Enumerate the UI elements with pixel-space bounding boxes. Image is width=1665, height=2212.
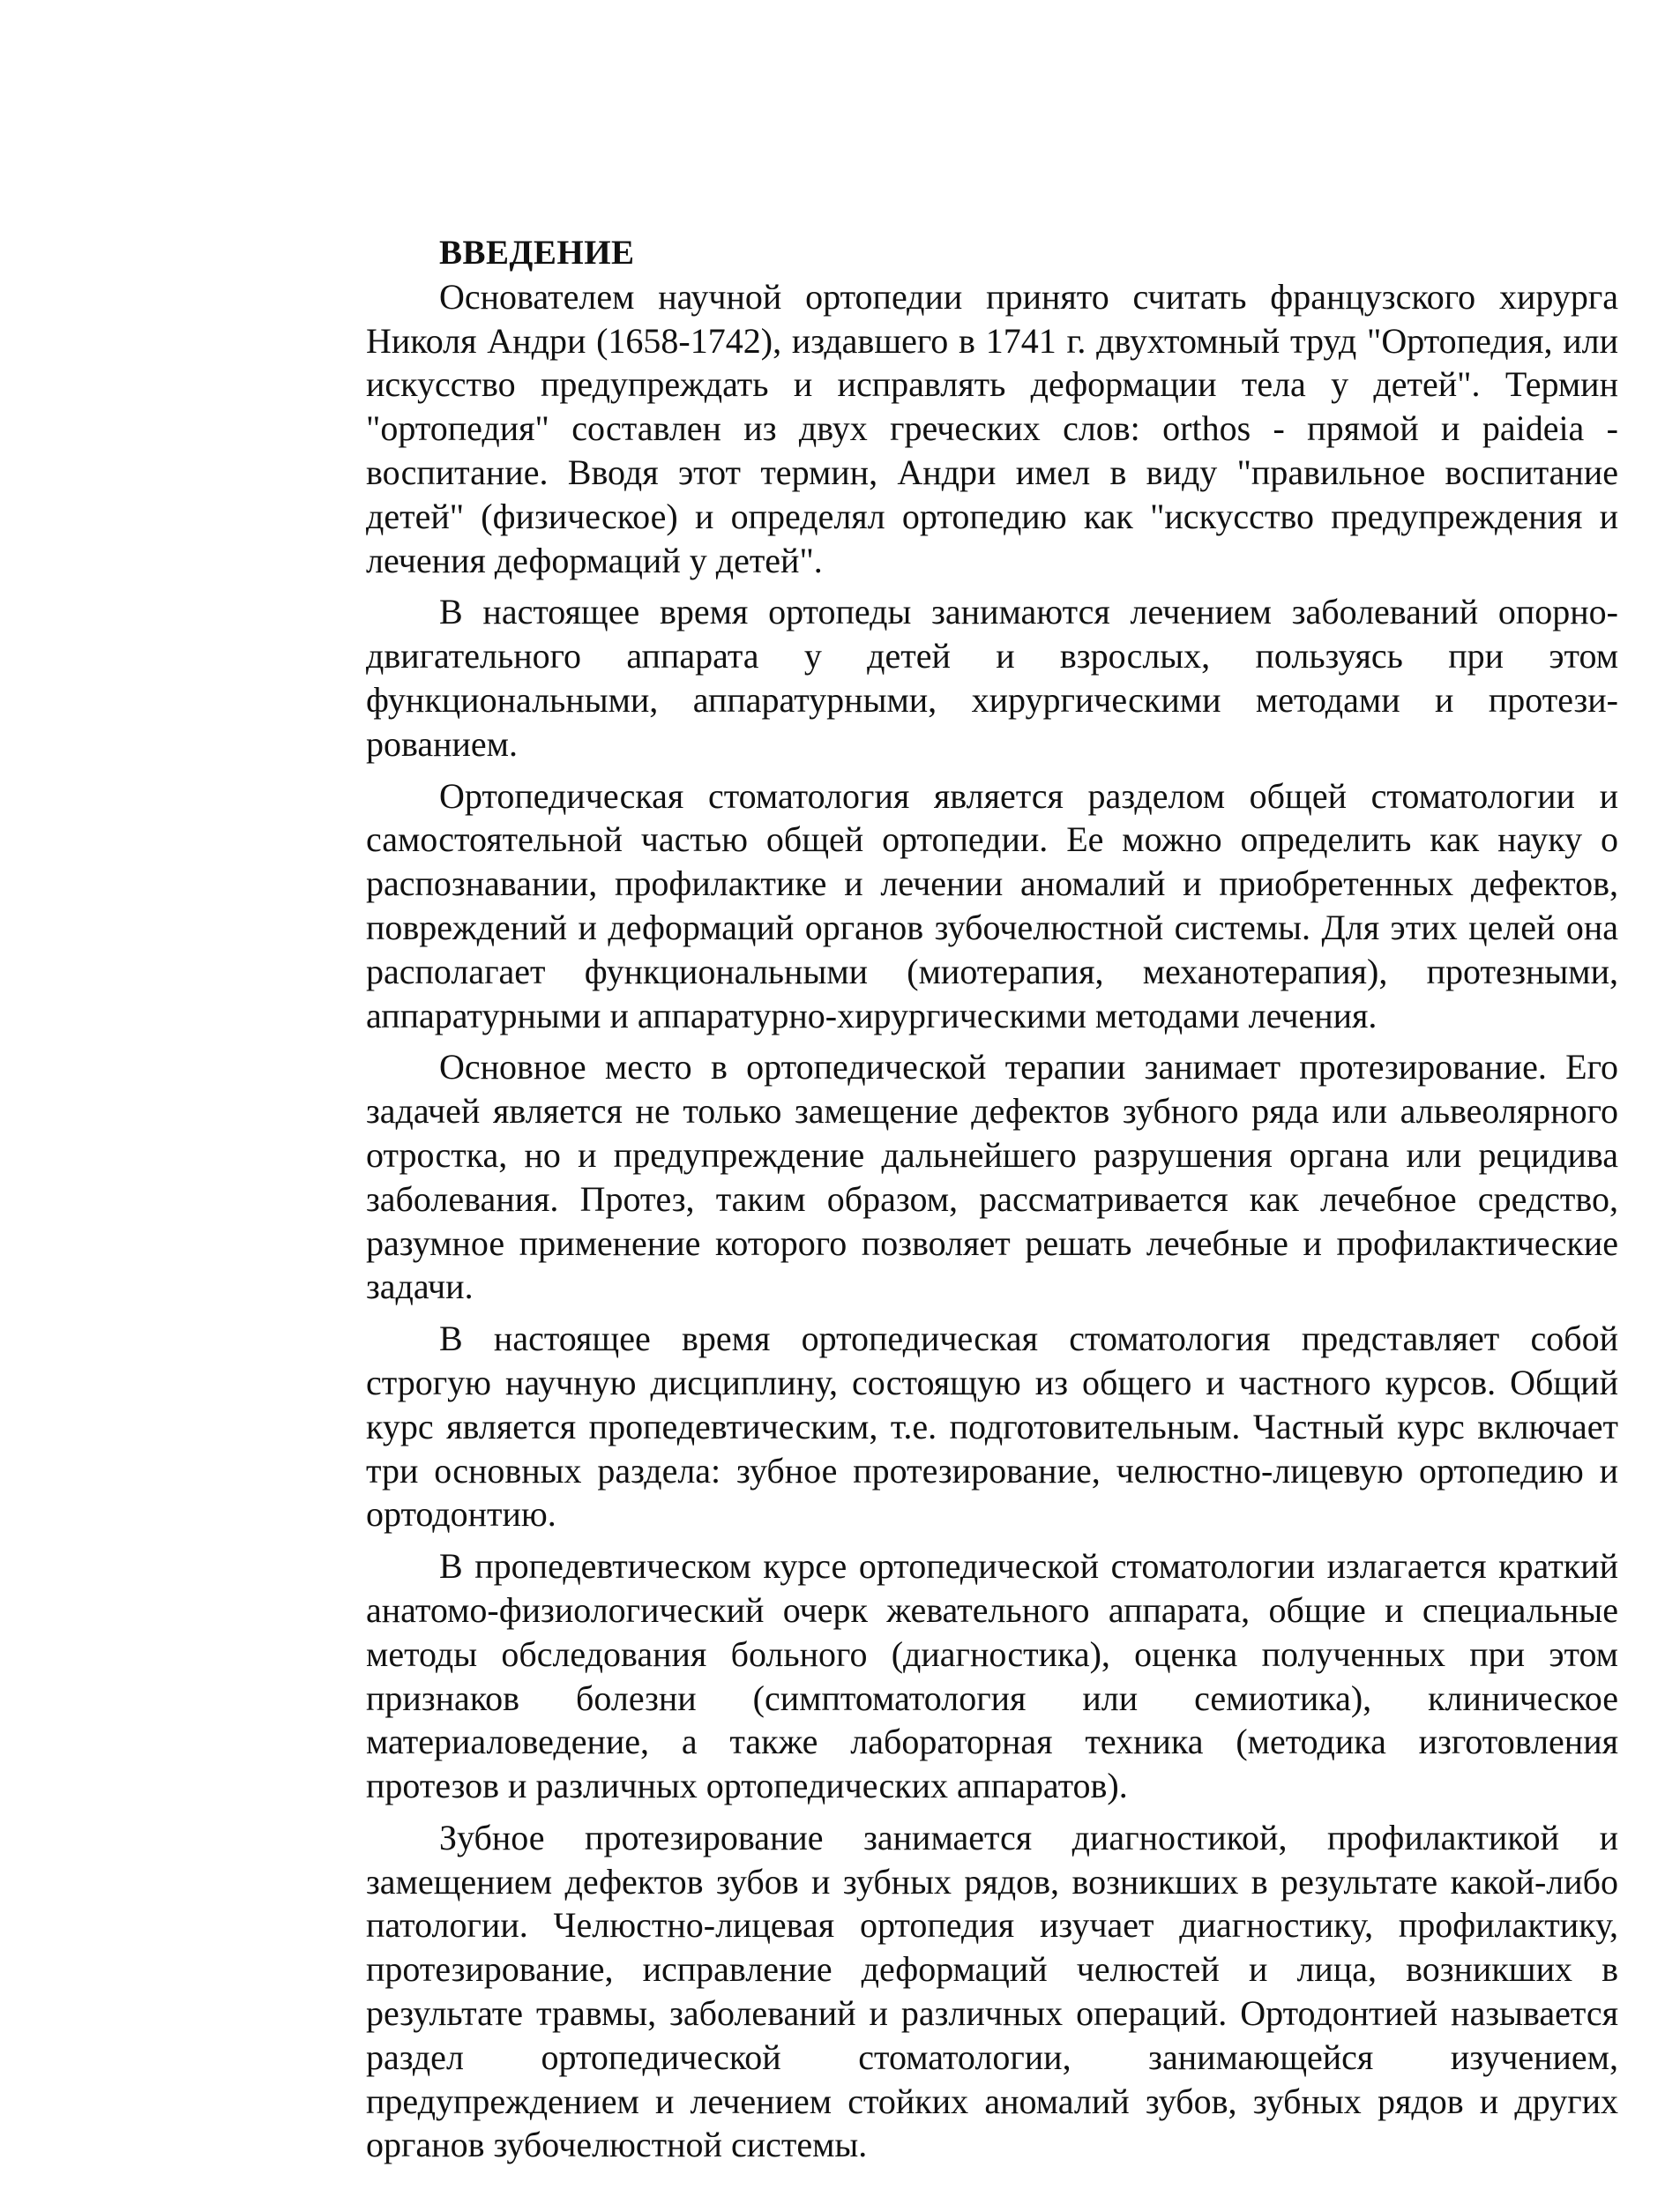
section-heading: ВВЕДЕНИЕ bbox=[439, 234, 635, 272]
paragraph-4: Основное место в ортопедической терапии занимает протезирование. Его задачей является не только замещение дефектов зубного ряда или альвеолярного отростка, но и предупреждение дальнейшего разрушения органа или рецидива заболевания. Протез, таким образом, рассматривается как лечебное средство, разумное применение которого позволяет решать лечебные и профилактические задачи. bbox=[366, 1047, 1618, 1307]
paragraph-1: Основателем научной ортопедии принято считать французского хирурга Николя Андри (1658-1742), издавшего в 1741 г. двухтомный труд "Ортопедия, или искусство предупреждать и исправлять деформации тела у детей". Термин "ортопедия" составлен из двух греческих слов: orthos - прямой и paideia - воспитание. Вводя этот термин, Андри имел в виду "правильное воспитание детей" (физическое) и определял ортопедию как "искусство предупреждения и лечения деформаций у детей". bbox=[366, 276, 1618, 580]
paragraph-7: Зубное протезирование занимается диагностикой, профилактикой и замещением дефектов зубов и зубных рядов, возникших в результате какой-либо патологии. Челюстно-лицевая ортопедия изучает диагностику, профилактику, протезирование, исправление деформаций челюстей и лица, возникших в результате травмы, заболеваний и различных операций. Ортодонтией называется раздел ортопедической стоматологии, занимающейся изучением, предупреждением и лечением стойких аномалий зубов, зубных рядов и других органов зубочелюстной системы. bbox=[366, 1817, 1618, 2165]
paragraph-6: В пропедевтическом курсе ортопедической стоматологии излагается краткий анатомо-физиологический очерк жевательного аппарата, общие и специальные методы обследования больного (диагностика), оценка полученных при этом признаков болезни (симптоматология или семиотика), клиническое материаловедение, а также лабораторная техника (методика изготовления протезов и различных ортопедических аппаратов). bbox=[366, 1546, 1618, 1806]
paragraph-2: В настоящее время ортопеды занимаются лечением заболеваний опорно-двигательного аппарата у детей и взрослых, пользуясь при этом функциональными, аппаратурными, хирургическими методами и протезированием. bbox=[366, 592, 1618, 764]
text-body bbox=[366, 231, 1618, 2167]
paragraph-5: В настоящее время ортопедическая стоматология представляет собой строгую научную дисциплину, состоящую из общего и частного курсов. Общий курс является пропедевтическим, т.е. подготовительным. Частный курс включает три основных раздела: зубное протезирование, челюстно-лицевую ортопедию и ортодонтию. bbox=[366, 1319, 1618, 1535]
paragraph-3: Ортопедическая стоматология является разделом общей стоматологии и самостоятельной частью общей ортопедии. Ее можно определить как науку о распознавании, профилактике и лечении аномалий и приобретенных дефектов, повреждений и деформаций органов зубочелюстной системы. Для этих целей она располагает функциональными (миотерапия, механотерапия), протезными, аппаратурными и аппаратурно-хирургическими методами лечения. bbox=[366, 775, 1618, 1035]
